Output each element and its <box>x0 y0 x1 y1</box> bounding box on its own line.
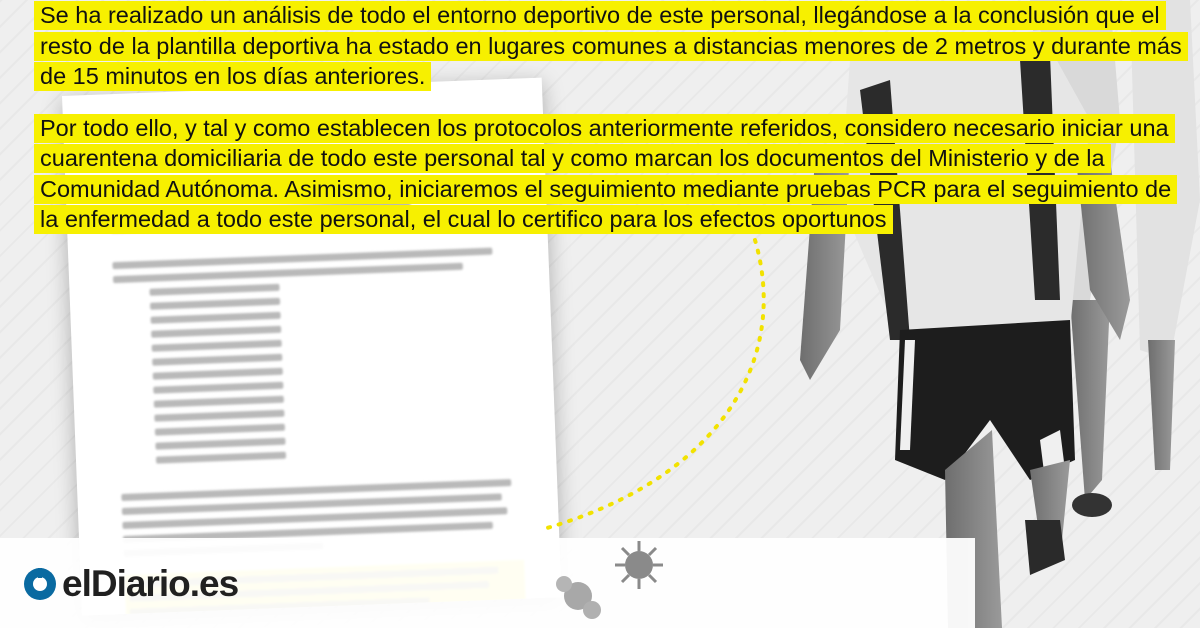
eldiario-logo[interactable] <box>22 560 238 608</box>
quote-text-1: Se ha realizado un análisis de todo el entorno deportivo de este personal, llegándose a la conclusión que el resto de la plantilla deportiva ha estado en lugares comunes a distancias menores de 2 metros y durante más de 15 minutos en los días anteriores. <box>34 1 1188 91</box>
virus-icon <box>612 538 666 592</box>
highlighted-quote <box>34 0 1184 235</box>
quote-paragraph-2 <box>34 113 1184 235</box>
quote-text-2: Por todo ello, y tal y como establecen los protocolos anteriormente referidos, considero necesario iniciar una cuarentena domiciliaria de todo este personal tal y como marcan los documentos del Ministerio y de la Comunidad Autónoma. Asimismo, iniciaremos el seguimiento mediante pruebas PCR para el seguimiento de la enfermedad a todo este personal, el cual lo certifico para los efectos oportunos <box>34 114 1177 235</box>
logo-text: elDiario.es <box>62 563 239 604</box>
quote-paragraph-1 <box>34 0 1184 92</box>
eldiario-logo-icon <box>22 566 58 602</box>
virus-icon <box>548 566 608 626</box>
